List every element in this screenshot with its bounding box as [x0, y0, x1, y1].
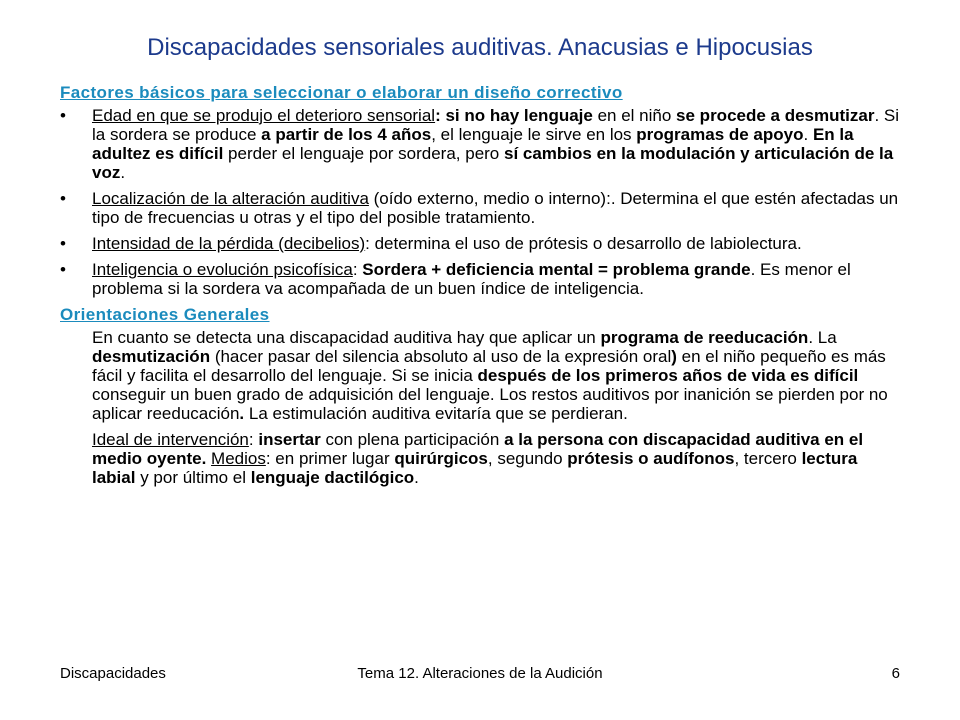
text-span: . La	[808, 328, 837, 347]
text-span: con plena participación	[320, 430, 505, 449]
text-span: conseguir un buen grado de adquisición del lenguaje. Los restos auditivos por inanición se pierden por no aplicar reeducación	[92, 385, 888, 423]
text-span: .	[120, 163, 126, 182]
text-span: .	[414, 468, 419, 487]
term-inteligencia: Inteligencia o evolución psicofísica	[92, 260, 353, 279]
text-span: en el niño	[592, 106, 677, 125]
text-span: programas de apoyo	[636, 125, 804, 144]
text-span: quirúrgicos	[394, 449, 488, 468]
text-span: después de los primeros años de vida es difícil	[477, 366, 859, 385]
section-link-factores[interactable]: Factores básicos para seleccionar o elaborar un diseño correctivo	[60, 83, 623, 102]
text-span: se procede a desmutizar	[676, 106, 875, 125]
text-span: Sordera + deficiencia mental = problema grande	[362, 260, 751, 279]
text-span: : en primer lugar	[265, 449, 395, 468]
text-span: perder el lenguaje por sordera, pero	[223, 144, 504, 163]
text-span: . Es menor el problema si la sordera va acompañada de un buen índice de inteligencia.	[92, 260, 851, 298]
term-edad: Edad en que se produjo el deterioro sensorial	[92, 106, 436, 125]
bullet-edad	[60, 106, 900, 182]
text-span: , tercero	[734, 449, 802, 468]
text-span: insertar	[258, 430, 321, 449]
term-intensidad: Intensidad de la pérdida (decibelios)	[92, 234, 366, 253]
term-ideal-intervencion: Ideal de intervención	[92, 430, 249, 449]
text-span: : si	[435, 106, 465, 125]
text-span: prótesis o audífonos	[567, 449, 735, 468]
paragraph-intervencion	[60, 430, 900, 487]
factors-list	[60, 106, 900, 298]
text-span: (oído externo, medio o interno):. Determina el que estén afectadas un tipo de frecuencias u otras y el tipo del posible tratamiento.	[92, 189, 899, 227]
bullet-localizacion	[60, 189, 900, 227]
bullet-inteligencia	[60, 260, 900, 298]
text-span: En cuanto se detecta una discapacidad auditiva hay que aplicar un	[92, 328, 601, 347]
slide-content	[60, 83, 900, 494]
text-span: :	[352, 260, 363, 279]
text-span: desmutización	[92, 347, 211, 366]
text-span: :	[248, 430, 259, 449]
page-number: 6	[891, 665, 900, 682]
term-medios: Medios	[211, 449, 266, 468]
text-span: a partir de los 4 años	[261, 125, 432, 144]
text-span: .	[239, 404, 245, 423]
text-span: en el niño pequeño es más fácil y facilita el desarrollo del lenguaje. Si se inicia	[92, 347, 886, 385]
text-span: : determina el uso de prótesis o desarrollo de labiolectura.	[365, 234, 802, 253]
text-span: lenguaje dactilógico	[250, 468, 415, 487]
footer-left: Discapacidades	[60, 665, 166, 682]
slide-title: Discapacidades sensoriales auditivas. Anacusias e Hipocusias	[147, 34, 813, 61]
text-span: )	[671, 347, 677, 366]
text-span: sí cambios en la modulación y articulación de la voz	[92, 144, 894, 182]
section-link-orientaciones[interactable]: Orientaciones Generales	[60, 305, 270, 324]
text-span: , segundo	[487, 449, 568, 468]
paragraph-reeducacion	[60, 328, 900, 423]
text-span: . Si la sordera se produce	[92, 106, 900, 144]
text-span: lectura labial	[92, 449, 858, 487]
bullet-intensidad	[60, 234, 900, 253]
text-span: (hacer pasar del silencia absoluto al uso de la expresión oral	[210, 347, 672, 366]
text-span: a la persona con discapacidad auditiva en el medio oyente.	[92, 430, 864, 468]
text-span: En la adultez es difícil	[92, 125, 854, 163]
term-localizacion: Localización de la alteración auditiva	[92, 189, 369, 208]
footer-center: Tema 12. Alteraciones de la Audición	[357, 665, 603, 682]
text-span: y por último el	[135, 468, 251, 487]
text-span: .	[803, 125, 813, 144]
text-span: programa de reeducación	[600, 328, 809, 347]
text-span: , el lenguaje le sirve en los	[431, 125, 637, 144]
text-span: La estimulación auditiva evitaría que se perdieran.	[244, 404, 628, 423]
text-span: no hay lenguaje	[464, 106, 593, 125]
